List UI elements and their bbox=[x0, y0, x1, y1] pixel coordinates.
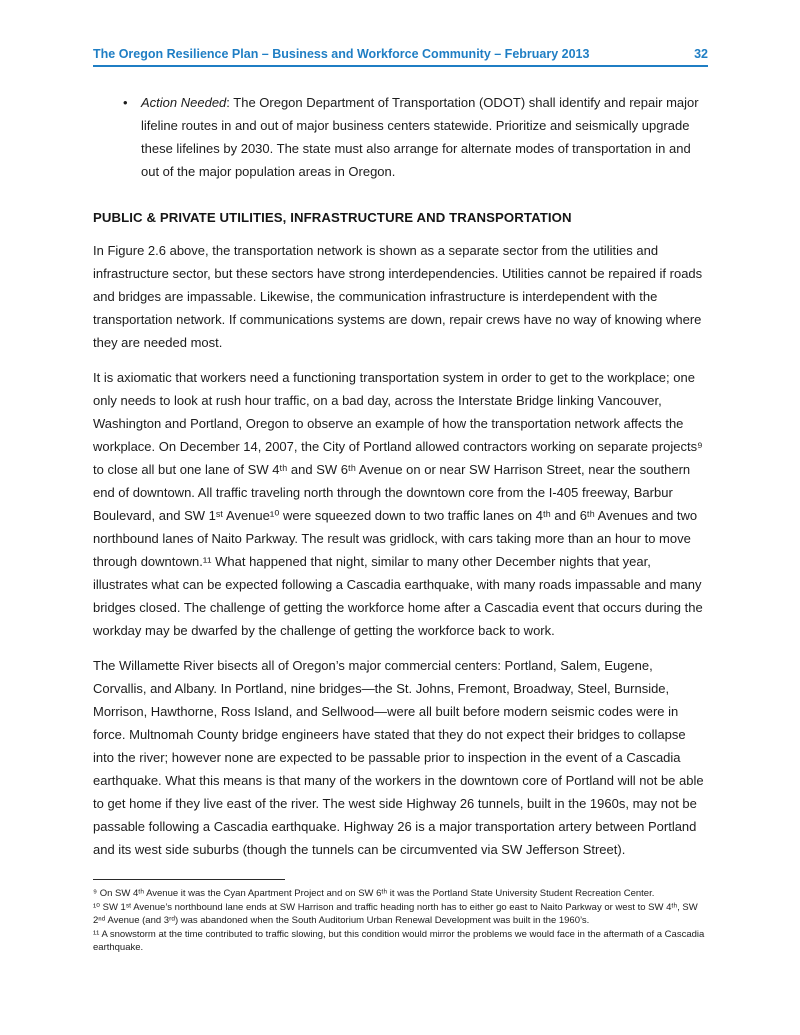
footnote-11: ¹¹ A snowstorm at the time contributed to traffic slowing, but this condition would mirror the problems we would face in the aftermath of a Cascadia earthquake. bbox=[93, 928, 705, 953]
bullet-icon: • bbox=[123, 95, 128, 110]
paragraph-figure-reference: In Figure 2.6 above, the transportation network is shown as a separate sector from the utilities and infrastructure sector, but these sectors have strong interdependencies. Utilities cannot be repaired if roads and bridges are impassable. Likewise, the communication infrastructure is interdependent with the transportation network. If communications systems are down, repair crews have no way of knowing where they are needed most. bbox=[93, 243, 703, 350]
action-needed-text bbox=[141, 91, 708, 183]
footnote-10: ¹⁰ SW 1ˢᵗ Avenue’s northbound lane ends at SW Harrison and traffic heading north has to either go east to Naito Parkway or west to SW 4ᵗʰ, SW 2ⁿᵈ Avenue (and 3ʳᵈ) was abandoned when the South Auditorium Urban Renewal Development was built in the 1960’s. bbox=[93, 901, 698, 926]
header-title: The Oregon Resilience Plan – Business and Workforce Community – February 2013 bbox=[93, 47, 590, 61]
header-page-number: 32 bbox=[694, 47, 708, 61]
action-needed-body: : The Oregon Department of Transportation (ODOT) shall identify and repair major lifeline routes in and out of major business centers statewide. Prioritize and seismically upgrade these lifelines by 2030. The state must also arrange for alternate modes of transportation in and out of the major population areas in Oregon. bbox=[141, 95, 699, 179]
footnote-9: ⁹ On SW 4ᵗʰ Avenue it was the Cyan Apartment Project and on SW 6ᵗʰ it was the Portland State University Student Recreation Center. bbox=[93, 888, 655, 899]
footnote-separator bbox=[93, 879, 285, 880]
page-header bbox=[93, 46, 708, 67]
footnotes bbox=[93, 887, 708, 955]
action-needed-bullet bbox=[93, 91, 708, 183]
paragraph-willamette-bridges: The Willamette River bisects all of Oregon’s major commercial centers: Portland, Salem, Eugene, Corvallis, and Albany. In Portland, nine bridges—the St. Johns, Fremont, Broadway, Steel, Burnside, Morrison, Hawthorne, Ross Island, and Sellwood—were all built before modern seismic codes were in force. Multnomah County bridge engineers have stated that they do not expect their bridges to collapse into the river; however none are expected to be passable prior to inspection in the event of a Cascadia earthquake. What this means is that many of the workers in the downtown core of Portland will not be able to get home if they live east of the river. The west side Highway 26 tunnels, built in the 1960s, may not be passable following a Cascadia earthquake. Highway 26 is a major transportation artery between Portland and its west side suburbs (though the tunnels can be circumvented via SW Jefferson Street). bbox=[93, 658, 704, 857]
action-needed-label: Action Needed bbox=[141, 95, 227, 110]
section-heading: PUBLIC & PRIVATE UTILITIES, INFRASTRUCTURE AND TRANSPORTATION bbox=[93, 210, 572, 225]
paragraph-transportation-gridlock: It is axiomatic that workers need a functioning transportation system in order to get to the workplace; one only needs to look at rush hour traffic, on a bad day, across the Interstate Bridge linking Vancouver, Washington and Portland, Oregon to observe an example of how the transportation network affects the workplace. On December 14, 2007, the City of Portland allowed contractors working on separate projects⁹ to close all but one lane of SW 4ᵗʰ and SW 6ᵗʰ Avenue on or near SW Harrison Street, near the southern end of downtown. All traffic traveling north through the downtown core from the I-405 freeway, Barbur Boulevard, and SW 1ˢᵗ Avenue¹⁰ were squeezed down to two traffic lanes on 4ᵗʰ and 6ᵗʰ Avenues and two northbound lanes of Naito Parkway. The result was gridlock, with cars taking more than an hour to move through downtown.¹¹ What happened that night, similar to many other December nights that year, illustrates what can be expected following a Cascadia earthquake, with many roads impassable and many bridges closed. The challenge of getting the workforce home after a Cascadia event that occurs during the workday may be dwarfed by the challenge of getting the workforce back to work. bbox=[93, 370, 703, 638]
